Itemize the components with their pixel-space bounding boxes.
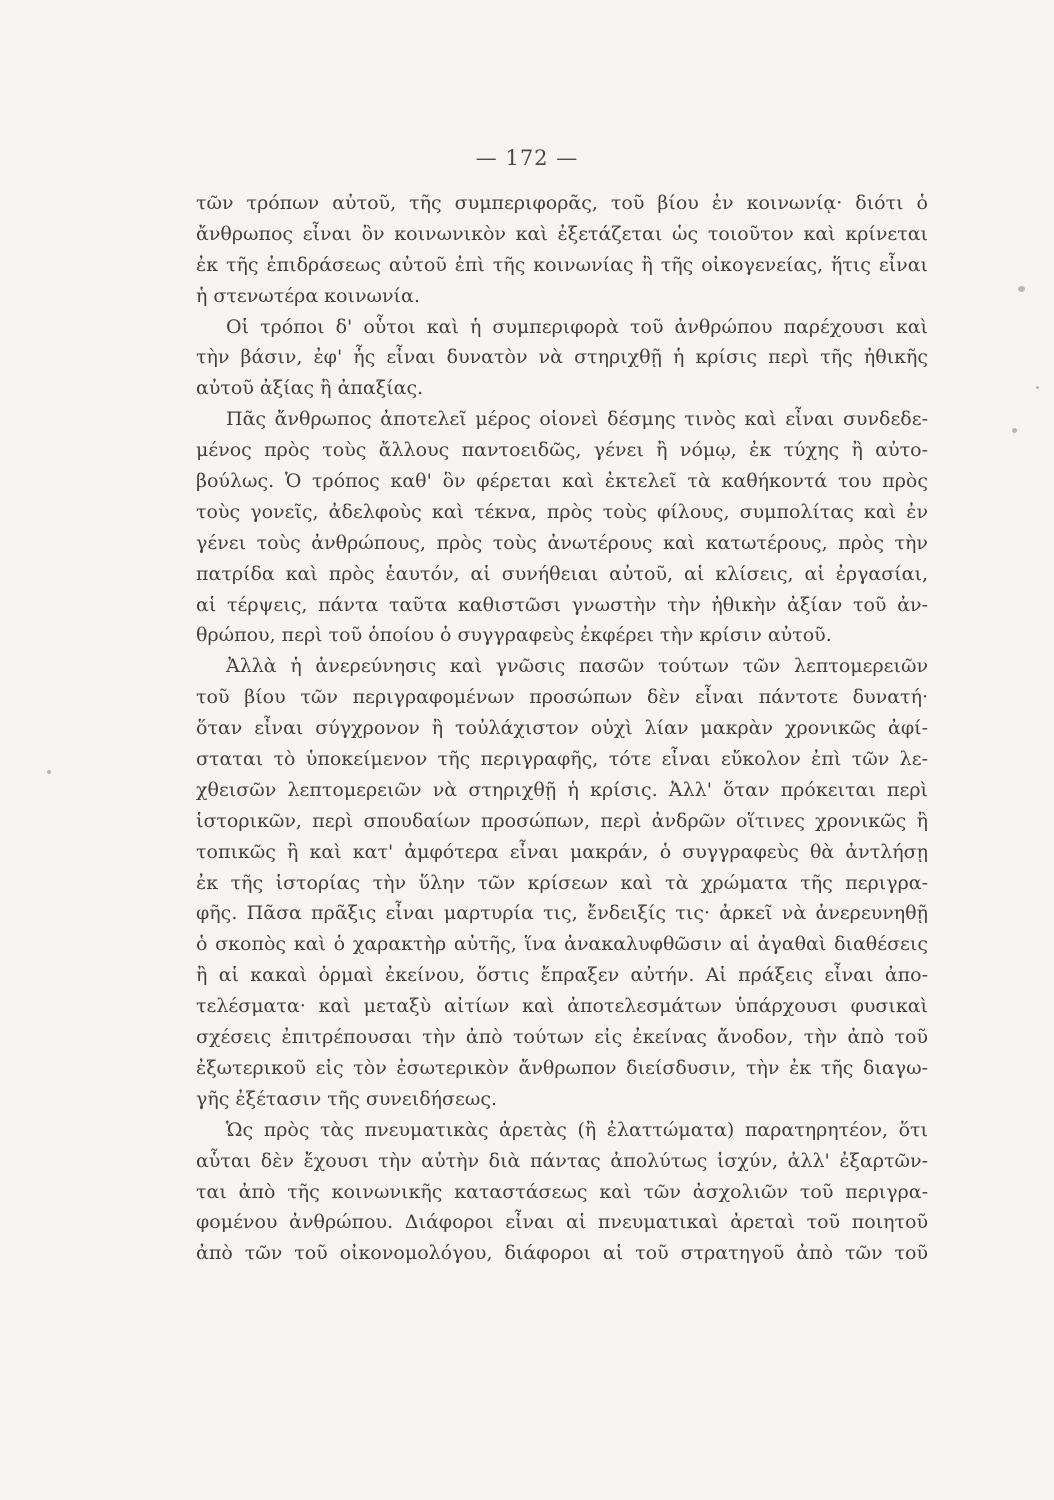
text-line: ἀπὸ τῶν τοῦ οἰκονομολόγου, διάφοροι αἱ τοῦ στρατηγοῦ ἀπὸ τῶν τοῦ — [196, 1242, 928, 1265]
text-line: ὁ σκοπὸς καὶ ὁ χαρακτὴρ αὐτῆς, ἵνα ἀνακαλυφθῶσιν αἱ ἀγαθαὶ διαθέσεις — [196, 933, 928, 956]
text-line: αὐτοῦ ἀξίας ἢ ἀπαξίας. — [196, 377, 424, 400]
text-line: Οἱ τρόποι δ' οὗτοι καὶ ἡ συμπεριφορὰ τοῦ ἀνθρώπου παρέχουσι καὶ — [226, 315, 928, 338]
text-line: θρώπου, περὶ τοῦ ὁποίου ὁ συγγραφεὺς ἐκφέρει τὴν κρίσιν αὐτοῦ. — [196, 624, 832, 647]
text-line: σταται τὸ ὑποκείμενον τῆς περιγραφῆς, τότε εἶναι εὔκολον ἐπὶ τῶν λε- — [196, 748, 928, 771]
text-line: σχέσεις ἐπιτρέπουσαι τὴν ἀπὸ τούτων εἰς ἐκείνας ἄνοδον, τὴν ἀπὸ τοῦ — [196, 1026, 928, 1049]
page-number: — 172 — — [475, 146, 579, 170]
text-line: γένει τοὺς ἀνθρώπους, πρὸς τοὺς ἀνωτέρους καὶ κατωτέρους, πρὸς τὴν — [196, 531, 928, 554]
text-line: χθεισῶν λεπτομερειῶν νὰ στηριχθῇ ἡ κρίσις. Ἀλλ' ὅταν πρόκειται περὶ — [196, 778, 928, 801]
text-line: γῆς ἐξέτασιν τῆς συνειδήσεως. — [196, 1087, 498, 1110]
text-line: τοὺς γονεῖς, ἀδελφοὺς καὶ τέκνα, πρὸς τοὺς φίλους, συμπολίτας καὶ ἐν — [196, 500, 928, 523]
text-line: ἢ αἱ κακαὶ ὁρμαὶ ἐκείνου, ὅστις ἔπραξεν αὐτήν. Αἱ πράξεις εἶναι ἀπο- — [196, 964, 928, 987]
paper-speck — [1036, 386, 1039, 389]
text-line: τῶν τρόπων αὐτοῦ, τῆς συμπεριφορᾶς, τοῦ βίου ἐν κοινωνίᾳ· διότι ὁ — [196, 192, 928, 214]
paper-speck — [1018, 286, 1025, 292]
text-line: ἱστορικῶν, περὶ σπουδαίων προσώπων, περὶ ἀνδρῶν οἵτινες χρονικῶς ἢ — [196, 809, 928, 832]
text-line: ἄνθρωπος εἶναι ὂν κοινωνικὸν καὶ ἐξετάζεται ὡς τοιοῦτον καὶ κρίνεται — [196, 222, 928, 245]
text-line: τελέσματα· καὶ μεταξὺ αἰτίων καὶ ἀποτελεσμάτων ὑπάρχουσι φυσικαὶ — [196, 995, 928, 1018]
text-line: βούλως. Ὁ τρόπος καθ' ὃν φέρεται καὶ ἐκτελεῖ τὰ καθήκοντά του πρὸς — [196, 470, 928, 493]
text-line: αὗται δὲν ἔχουσι τὴν αὐτὴν διὰ πάντας ἀπολύτως ἰσχύν, ἀλλ' ἐξαρτῶν- — [196, 1149, 928, 1172]
text-line: αἱ τέρψεις, πάντα ταῦτα καθιστῶσι γνωστὴν τὴν ἠθικὴν ἀξίαν τοῦ ἀν- — [196, 593, 928, 616]
text-line: ἐξωτερικοῦ εἰς τὸν ἐσωτερικὸν ἄνθρωπον διείσδυσιν, τὴν ἐκ τῆς διαγω- — [196, 1056, 928, 1079]
text-line: πατρίδα καὶ πρὸς ἑαυτόν, αἱ συνήθειαι αὐτοῦ, αἱ κλίσεις, αἱ ἐργασίαι, — [196, 562, 928, 585]
text-line: τὴν βάσιν, ἐφ' ἧς εἶναι δυνατὸν νὰ στηριχθῇ ἡ κρίσις περὶ τῆς ἠθικῆς — [196, 346, 928, 369]
text-line: ἐκ τῆς ἐπιδράσεως αὐτοῦ ἐπὶ τῆς κοινωνίας ἢ τῆς οἰκογενείας, ἥτις εἶναι — [196, 253, 928, 276]
text-line: ὅταν εἶναι σύγχρονον ἢ τοὐλάχιστον οὐχὶ λίαν μακρὰν χρονικῶς ἀφί- — [196, 717, 928, 740]
text-line: ἐκ τῆς ἱστορίας τὴν ὕλην τῶν κρίσεων καὶ τὰ χρώματα τῆς περιγρα- — [196, 871, 928, 894]
text-line: ται ἀπὸ τῆς κοινωνικῆς καταστάσεως καὶ τῶν ἀσχολιῶν τοῦ περιγρα- — [196, 1180, 928, 1203]
text-line: φομένου ἀνθρώπου. Διάφοροι εἶναι αἱ πνευματικαὶ ἀρεταὶ τοῦ ποιητοῦ — [196, 1211, 928, 1234]
text-line: ἡ στενωτέρα κοινωνία. — [196, 284, 420, 307]
text-line: φῆς. Πᾶσα πρᾶξις εἶναι μαρτυρία τις, ἔνδειξίς τις· ἀρκεῖ νὰ ἀνερευνηθῇ — [196, 902, 928, 925]
body-text — [196, 188, 928, 1269]
paper-speck — [1012, 428, 1017, 433]
paper-speck — [47, 770, 51, 774]
text-line: Πᾶς ἄνθρωπος ἀποτελεῖ μέρος οἱονεὶ δέσμης τινὸς καὶ εἶναι συνδεδε- — [226, 408, 928, 431]
text-line: Ἀλλὰ ἡ ἀνερεύνησις καὶ γνῶσις πασῶν τούτων τῶν λεπτομερειῶν — [226, 655, 928, 678]
text-line: τοῦ βίου τῶν περιγραφομένων προσώπων δὲν εἶναι πάντοτε δυνατή· — [196, 686, 928, 709]
text-line: τοπικῶς ἢ καὶ κατ' ἀμφότερα εἶναι μακράν, ὁ συγγραφεὺς θὰ ἀντλήσῃ — [196, 840, 928, 863]
text-line: μένος πρὸς τοὺς ἄλλους παντοειδῶς, γένει ἢ νόμῳ, ἐκ τύχης ἢ αὐτο- — [196, 439, 928, 462]
text-line: Ὡς πρὸς τὰς πνευματικὰς ἀρετὰς (ἢ ἐλαττώματα) παρατηρητέον, ὅτι — [226, 1118, 928, 1141]
